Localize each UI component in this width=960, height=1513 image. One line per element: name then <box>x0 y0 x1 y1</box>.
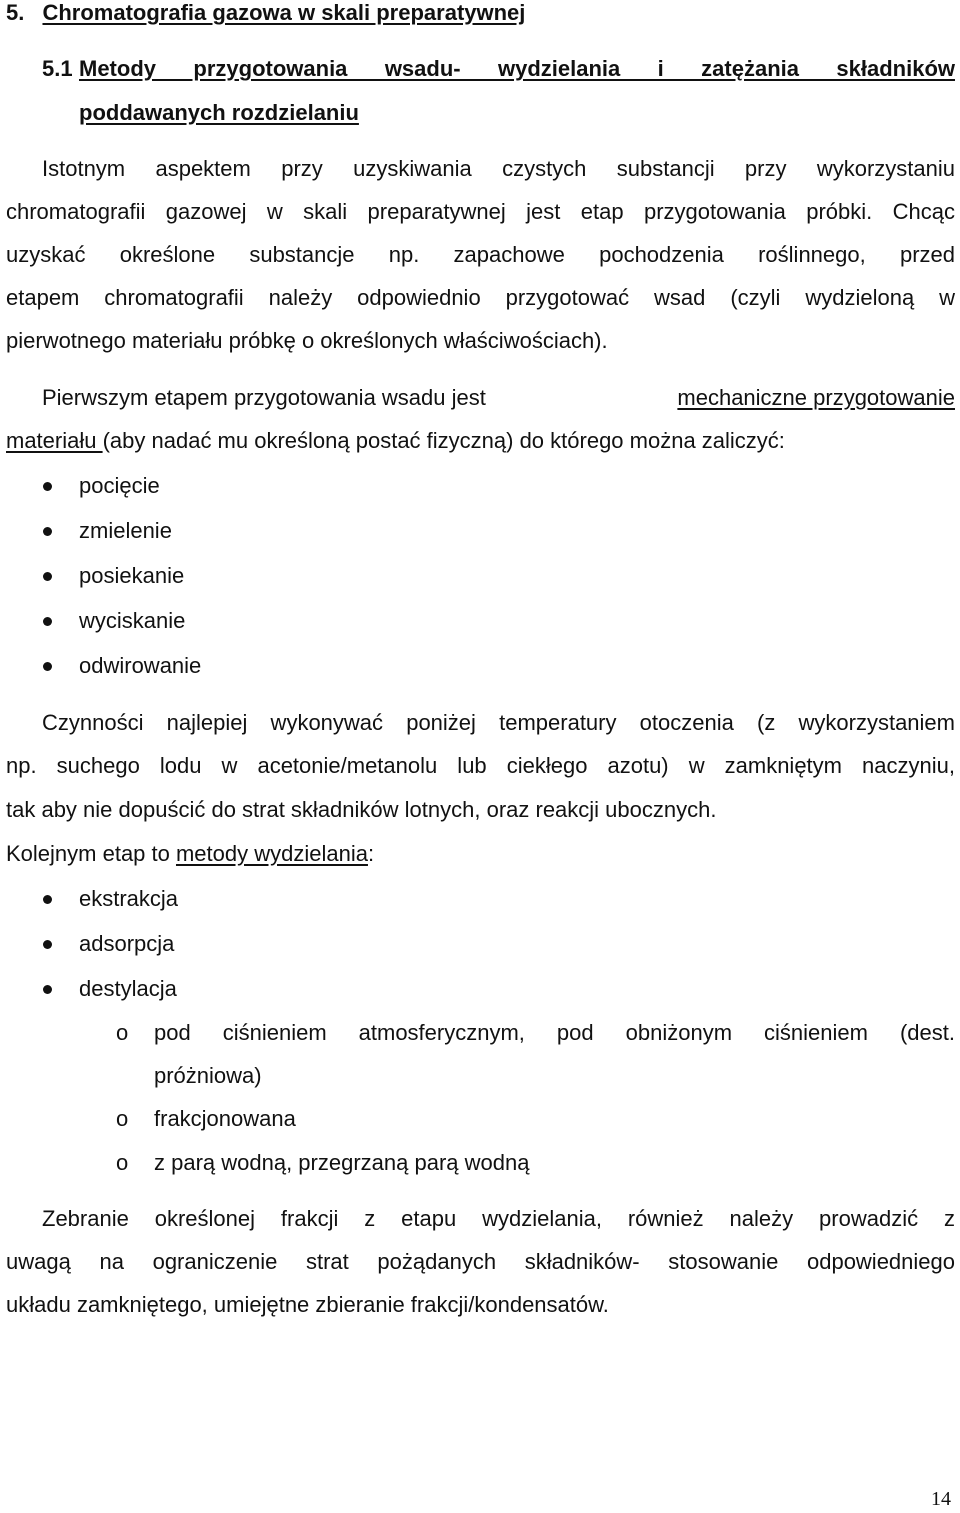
bullet-icon <box>43 572 52 581</box>
sublist-item-2: frakcjonowana <box>154 1106 296 1131</box>
bullet-icon <box>43 940 52 949</box>
heading-1-title: Chromatografia gazowa w skali preparatywnej <box>42 0 526 25</box>
sub-bullet-icon: o <box>116 1150 129 1175</box>
list-1-item: posiekanie <box>79 563 185 588</box>
para-4-text: Kolejnym etap to <box>6 841 176 866</box>
list-2-item: adsorpcja <box>79 931 175 956</box>
para-5-line-2: uwagą na ograniczenie strat pożądanych składników- stosowanie odpowiedniego <box>6 1249 955 1274</box>
bullet-icon <box>43 985 52 994</box>
sub-bullet-icon: o <box>116 1020 129 1045</box>
heading-2-line-2: poddawanych rozdzielaniu <box>79 100 359 125</box>
para-2-line-1-text: Pierwszym etapem przygotowania wsadu jest <box>42 385 492 410</box>
para-1-line-2: chromatografii gazowej w skali preparatywnej jest etap przygotowania próbki. Chcąc <box>6 199 955 224</box>
material-term: materiału <box>6 428 103 453</box>
list-2-item: ekstrakcja <box>79 886 179 911</box>
list-2-item: destylacja <box>79 976 177 1001</box>
para-2-line-1 <box>42 385 955 411</box>
mechanical-preparation-term: mechaniczne przygotowanie <box>677 385 955 410</box>
para-5-line-3: układu zamkniętego, umiejętne zbieranie frakcji/kondensatów. <box>6 1292 609 1317</box>
heading-1 <box>6 0 525 26</box>
heading-1-number: 5. <box>6 0 25 25</box>
separation-methods-term: metody wydzielania <box>175 841 368 866</box>
list-1-item: zmielenie <box>79 518 172 543</box>
bullet-icon <box>43 617 52 626</box>
list-1-item: pocięcie <box>79 473 160 498</box>
bullet-icon <box>43 895 52 904</box>
para-3-line-3: tak aby nie dopuścić do strat składników lotnych, oraz reakcji ubocznych. <box>6 797 717 822</box>
heading-2-line-1: Metody przygotowania wsadu- wydzielania i zatężania składników <box>79 56 955 81</box>
para-3-line-2: np. suchego lodu w acetonie/metanolu lub ciekłego azotu) w zamkniętym naczyniu, <box>6 753 955 778</box>
list-1-item: wyciskanie <box>79 608 186 633</box>
para-3-line-1: Czynności najlepiej wykonywać poniżej temperatury otoczenia (z wykorzystaniem <box>42 710 955 735</box>
para-4-colon: : <box>367 841 375 866</box>
heading-2-number: 5.1 <box>42 56 73 81</box>
sublist-item-1-line-1: pod ciśnieniem atmosferycznym, pod obniżonym ciśnieniem (dest. <box>154 1020 955 1045</box>
para-2-line-2 <box>6 428 785 454</box>
para-1-line-5: pierwotnego materiału próbkę o określonych właściwościach). <box>6 328 608 353</box>
para-1-line-1: Istotnym aspektem przy uzyskiwania czystych substancji przy wykorzystaniu <box>42 156 955 181</box>
sublist-item-1-line-2: próżniowa) <box>154 1063 262 1088</box>
para-2-line-2-text: (aby nadać mu określoną postać fizyczną) do którego można zaliczyć: <box>102 428 785 453</box>
page-number: 14 <box>931 1488 951 1510</box>
sub-bullet-icon: o <box>116 1106 129 1131</box>
sublist-item-3: z parą wodną, przegrzaną parą wodną <box>154 1150 530 1175</box>
bullet-icon <box>43 527 52 536</box>
para-4 <box>6 841 374 867</box>
para-1-line-3: uzyskać określone substancje np. zapachowe pochodzenia roślinnego, przed <box>6 242 955 267</box>
bullet-icon <box>43 482 52 491</box>
bullet-icon <box>43 662 52 671</box>
para-5-line-1: Zebranie określonej frakcji z etapu wydzielania, również należy prowadzić z <box>42 1206 955 1231</box>
list-1-item: odwirowanie <box>79 653 202 678</box>
para-1-line-4: etapem chromatografii należy odpowiednio przygotować wsad (czyli wydzieloną w <box>6 285 955 310</box>
